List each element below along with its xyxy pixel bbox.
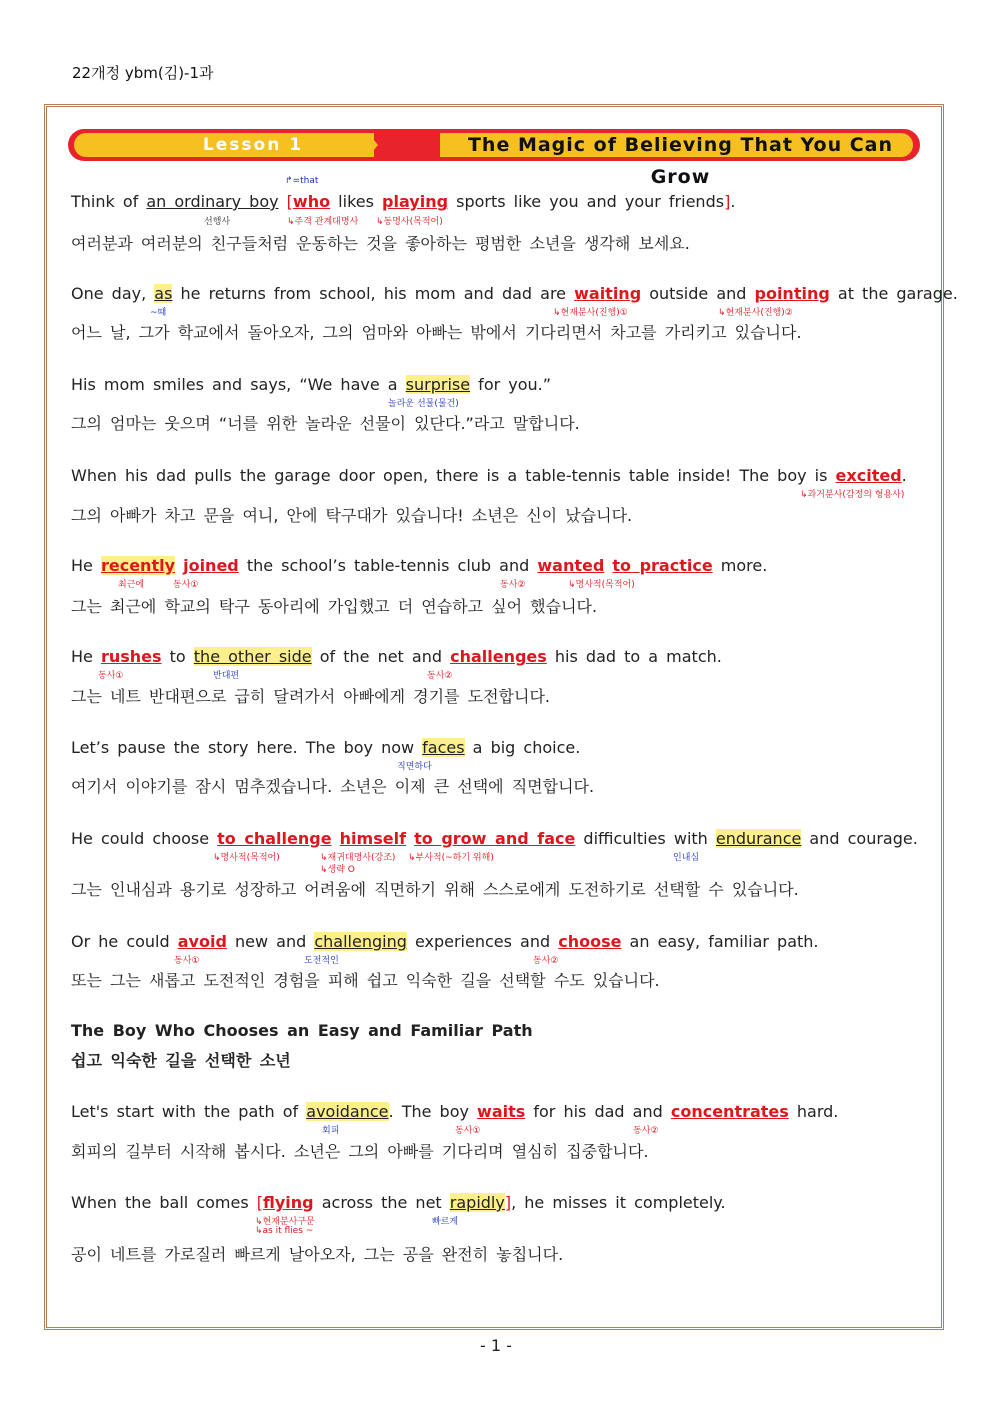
sentence-4-en: When his dad pulls the garage door open, there is a table-tennis table inside! The boy is excited. xyxy=(71,466,907,485)
annotation: ~때 xyxy=(150,308,167,318)
section-heading-en: The Boy Who Chooses an Easy and Familiar Path xyxy=(71,1021,533,1040)
section-heading-ko: 쉽고 익숙한 길을 선택한 소년 xyxy=(71,1051,291,1070)
sentence-4-ko: 그의 아빠가 차고 문을 여니, 안에 탁구대가 있습니다! 소년은 신이 났습니다. xyxy=(71,506,633,525)
sentence-2-ko: 어느 날, 그가 학교에서 돌아오자, 그의 엄마와 아빠는 밖에서 기다리면서 차고를 가리키고 있습니다. xyxy=(71,323,802,342)
annotation: 동사② xyxy=(533,956,559,966)
lesson-number: Lesson 1 xyxy=(202,135,304,155)
sentence-8-en: He could choose to challenge himself to grow and face difficulties with endurance and courage. xyxy=(71,829,918,848)
annotation: 선행사 xyxy=(204,217,231,227)
annotation: ↳재귀대명사(강조) xyxy=(320,853,396,863)
sentence-10-ko: 회피의 길부터 시작해 봅시다. 소년은 그의 아빠를 기다리며 열심히 집중합니다. xyxy=(71,1142,649,1161)
document-header: 22개정 ybm(김)-1과 xyxy=(72,64,214,82)
annotation: ↳현재분사(진행)② xyxy=(718,308,793,318)
sentence-9-en: Or he could avoid new and challenging experiences and choose an easy, familiar path. xyxy=(71,932,819,951)
annotation: ↳동명사(목적어) xyxy=(376,217,443,227)
annotation: ↳과거분사(감정의 형용사) xyxy=(800,490,905,500)
annotation: 동사① xyxy=(174,956,200,966)
annotation: 회피 xyxy=(322,1126,340,1136)
sentence-10-en: Let's start with the path of avoidance. The boy waits for his dad and concentrates hard. xyxy=(71,1102,839,1121)
sentence-7-en: Let’s pause the story here. The boy now faces a big choice. xyxy=(71,738,581,757)
lesson-title: The Magic of Believing That You Can Grow xyxy=(467,134,894,188)
annotation: ↳생략 O xyxy=(320,865,355,875)
annotation: 최근에 xyxy=(118,580,145,590)
sentence-6-en: He rushes to the other side of the net and challenges his dad to a match. xyxy=(71,647,722,666)
annotation: ↱=that xyxy=(285,176,319,186)
annotation: ↳현재분사(진행)① xyxy=(553,308,628,318)
sentence-6-ko: 그는 네트 반대편으로 급히 달려가서 아빠에게 경기를 도전합니다. xyxy=(71,687,551,706)
annotation: ↳명사적(목적어) xyxy=(213,853,280,863)
sentence-5-ko: 그는 최근에 학교의 탁구 동아리에 가입했고 더 연습하고 싶어 했습니다. xyxy=(71,597,598,616)
annotation: 동사① xyxy=(98,671,124,681)
annotation: ↳현재분사구문 xyxy=(255,1217,315,1227)
annotation: ↳주격 관계대명사 xyxy=(287,217,359,227)
annotation: 반대편 xyxy=(213,671,240,681)
annotation: 동사② xyxy=(427,671,453,681)
sentence-11-en: When the ball comes [flying across the net rapidly], he misses it completely. xyxy=(71,1193,726,1212)
annotation: 도전적인 xyxy=(304,956,339,966)
annotation: ↳부사적(~하기 위해) xyxy=(408,853,494,863)
annotation: 직면하다 xyxy=(397,762,432,772)
annotation: 동사② xyxy=(633,1126,659,1136)
sentence-11-ko: 공이 네트를 가로질러 빠르게 날아오자, 그는 공을 완전히 놓칩니다. xyxy=(71,1245,564,1264)
sentence-5-en: He recently joined the school’s table-tennis club and wanted to practice more. xyxy=(71,556,768,575)
annotation: 인내심 xyxy=(673,853,700,863)
sentence-7-ko: 여기서 이야기를 잠시 멈추겠습니다. 소년은 이제 큰 선택에 직면합니다. xyxy=(71,777,595,796)
annotation: 놀라운 선물(물건) xyxy=(388,399,459,409)
lesson-banner xyxy=(68,129,920,188)
sentence-3-ko: 그의 엄마는 웃으며 “너를 위한 놀라운 선물이 있단다.”라고 말합니다. xyxy=(71,414,580,433)
sentence-8-ko: 그는 인내심과 용기로 성장하고 어려움에 직면하기 위해 스스로에게 도전하기로 선택할 수 있습니다. xyxy=(71,880,799,899)
annotation: 동사① xyxy=(173,580,199,590)
sentence-1-ko: 여러분과 여러분의 친구들처럼 운동하는 것을 좋아하는 평범한 소년을 생각해 보세요. xyxy=(71,234,690,253)
sentence-9-ko: 또는 그는 새롭고 도전적인 경험을 피해 쉽고 익숙한 길을 선택할 수도 있습니다. xyxy=(71,971,660,990)
annotation: ↳명사적(목적어) xyxy=(568,580,635,590)
page-number: - 1 - xyxy=(480,1336,512,1355)
annotation: 빠르게 xyxy=(432,1217,459,1227)
sentence-2-en: One day, as he returns from school, his mom and dad are waiting outside and pointing at the garage. xyxy=(71,284,958,303)
annotation: 동사① xyxy=(455,1126,481,1136)
annotation: ↳as it flies ~ xyxy=(255,1226,314,1236)
sentence-3-en: His mom smiles and says, “We have a surprise for you.” xyxy=(71,375,552,394)
sentence-1-en: Think of an ordinary boy [who likes playing sports like you and your friends]. xyxy=(71,192,736,211)
annotation: 동사② xyxy=(500,580,526,590)
